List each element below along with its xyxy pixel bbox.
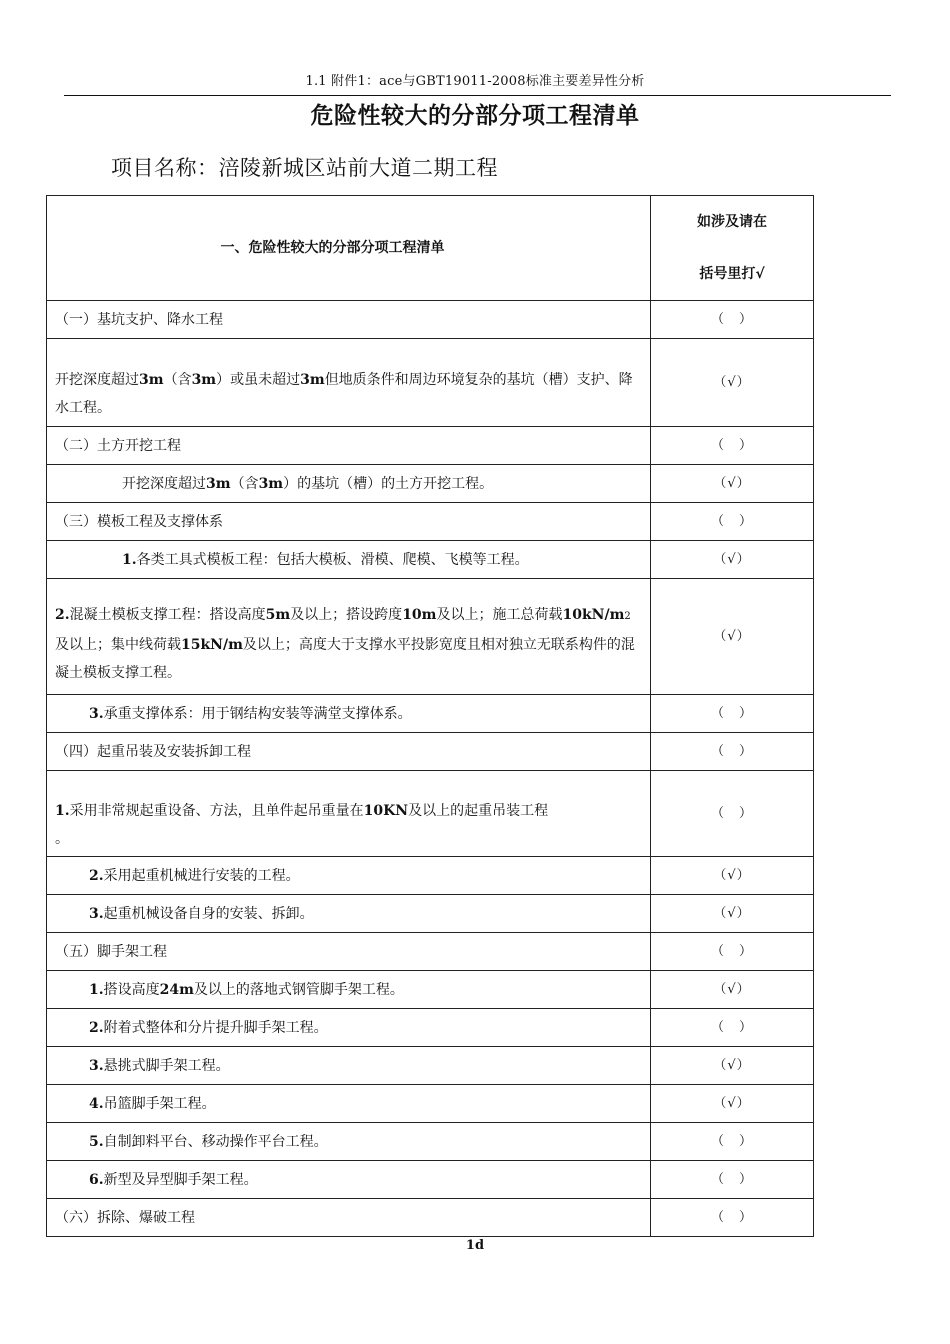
header-cell-check — [651, 196, 814, 301]
item-text: 2.附着式整体和分片提升脚手架工程。 — [47, 1009, 651, 1047]
item-text: 5.自制卸料平台、移动操作平台工程。 — [47, 1123, 651, 1161]
table-row — [47, 733, 814, 771]
check-mark[interactable]: （√） — [651, 465, 814, 503]
check-mark[interactable]: （ ） — [651, 933, 814, 971]
item-text: 1.搭设高度24m及以上的落地式钢管脚手架工程。 — [47, 971, 651, 1009]
document-title: 危险性较大的分部分项工程清单 — [310, 103, 640, 129]
table-row — [47, 771, 814, 857]
table-row — [47, 1047, 814, 1085]
table-row — [47, 695, 814, 733]
table-row — [47, 427, 814, 465]
table-row — [47, 933, 814, 971]
check-mark[interactable]: （ ） — [651, 1123, 814, 1161]
header-check-line2: 括号里打√ — [699, 266, 765, 282]
table-row — [47, 1161, 814, 1199]
check-mark[interactable]: （ ） — [651, 503, 814, 541]
table-row — [47, 465, 814, 503]
item-text: 3.悬挑式脚手架工程。 — [47, 1047, 651, 1085]
check-mark[interactable]: （ ） — [651, 695, 814, 733]
table-row — [47, 339, 814, 427]
check-mark[interactable]: （√） — [651, 971, 814, 1009]
table-row — [47, 1123, 814, 1161]
item-text: 开挖深度超过3m（含3m）或虽未超过3m但地质条件和周边环境复杂的基坑（槽）支护、降水工程。 — [47, 339, 651, 427]
table-row — [47, 895, 814, 933]
item-text: 6.新型及异型脚手架工程。 — [47, 1161, 651, 1199]
section-heading: （五）脚手架工程 — [47, 933, 651, 971]
running-header: 1.1 附件1：ace与GBT19011-2008标准主要差异性分析 — [305, 74, 645, 89]
item-text: 3.承重支撑体系：用于钢结构安装等满堂支撑体系。 — [47, 695, 651, 733]
table-row — [47, 971, 814, 1009]
item-text: 1.采用非常规起重设备、方法，且单件起吊重量在10KN及以上的起重吊装工程 。 — [47, 771, 651, 857]
table-row — [47, 503, 814, 541]
check-mark[interactable]: （ ） — [651, 733, 814, 771]
table-row — [47, 857, 814, 895]
check-mark[interactable]: （ ） — [651, 1161, 814, 1199]
check-mark[interactable]: （√） — [651, 895, 814, 933]
table-row — [47, 579, 814, 695]
item-text: 2.采用起重机械进行安装的工程。 — [47, 857, 651, 895]
item-text: 4.吊篮脚手架工程。 — [47, 1085, 651, 1123]
check-mark[interactable]: （√） — [651, 857, 814, 895]
check-mark[interactable]: （ ） — [651, 1009, 814, 1047]
header-check-line1: 如涉及请在 — [697, 214, 767, 230]
item-text: 开挖深度超过3m（含3m）的基坑（槽）的土方开挖工程。 — [47, 465, 651, 503]
table-row — [47, 301, 814, 339]
table-row — [47, 541, 814, 579]
table-header-row — [47, 196, 814, 301]
section-heading: （三）模板工程及支撑体系 — [47, 503, 651, 541]
item-text: 1.各类工具式模板工程：包括大模板、滑模、爬模、飞模等工程。 — [47, 541, 651, 579]
check-mark[interactable]: （√） — [651, 541, 814, 579]
check-mark[interactable]: （√） — [651, 579, 814, 695]
section-heading: （一）基坑支护、降水工程 — [47, 301, 651, 339]
check-mark[interactable]: （ ） — [651, 427, 814, 465]
item-text: 3.起重机械设备自身的安装、拆卸。 — [47, 895, 651, 933]
check-mark[interactable]: （ ） — [651, 771, 814, 857]
table-row — [47, 1199, 814, 1237]
section-heading: （二）土方开挖工程 — [47, 427, 651, 465]
section-heading: （四）起重吊装及安装拆卸工程 — [47, 733, 651, 771]
check-mark[interactable]: （ ） — [651, 1199, 814, 1237]
table-row — [47, 1085, 814, 1123]
project-name: 项目名称：涪陵新城区站前大道二期工程 — [111, 156, 498, 180]
section-heading: （六）拆除、爆破工程 — [47, 1199, 651, 1237]
table-row — [47, 1009, 814, 1047]
page-number: 1d — [465, 1238, 485, 1253]
check-mark[interactable]: （√） — [651, 1047, 814, 1085]
check-mark[interactable]: （ ） — [651, 301, 814, 339]
header-rule — [64, 95, 891, 96]
item-text: 2.混凝土模板支撑工程：搭设高度5m及以上；搭设跨度10m及以上；施工总荷载10kN/m2及以上；集中线荷载15kN/m及以上；高度大于支撑水平投影宽度且相对独立无联系构件的混凝土模板支撑工程。 — [47, 579, 651, 695]
header-cell-list: 一、危险性较大的分部分项工程清单 — [47, 196, 651, 301]
check-mark[interactable]: （√） — [651, 339, 814, 427]
checklist-table — [46, 195, 814, 1237]
check-mark[interactable]: （√） — [651, 1085, 814, 1123]
